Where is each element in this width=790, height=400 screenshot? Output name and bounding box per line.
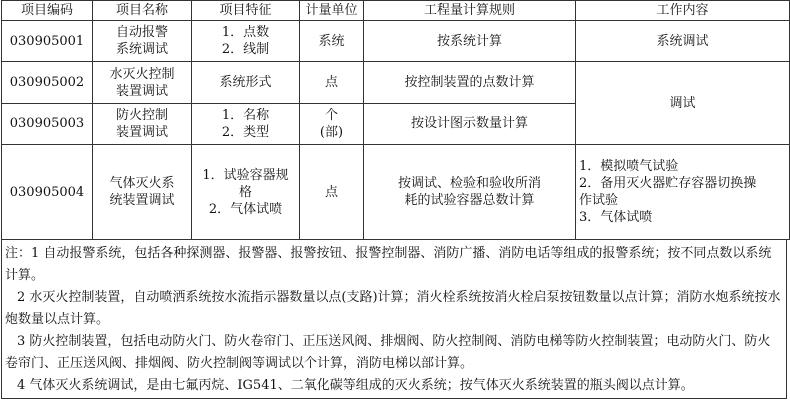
item-features <box>192 21 300 62</box>
cell-line: 格 <box>238 184 252 200</box>
cell-line: 个 <box>324 107 338 123</box>
item-unit <box>300 103 364 144</box>
item-name <box>93 62 192 103</box>
cell-line: 防火控制 <box>115 107 168 123</box>
cell-line: 系统形式 <box>219 75 272 91</box>
cell-line: 作试验 <box>579 193 619 209</box>
cell-line: 点 <box>324 184 338 200</box>
cell-line: 2．备用灭火器贮存容器切换操 <box>579 176 757 192</box>
cell-line: 装置调试 <box>115 124 168 140</box>
cell-line: 气体灭火系 <box>109 176 175 192</box>
item-code: 030905002 <box>2 62 93 103</box>
cell-line: 2．气体试喷 <box>208 201 283 217</box>
item-name <box>93 21 192 62</box>
item-unit <box>300 145 364 240</box>
item-unit <box>300 62 364 103</box>
item-name <box>93 145 192 240</box>
item-calc-rule <box>364 145 576 240</box>
notes-section <box>1 240 787 399</box>
cell-line: (部) <box>319 124 344 140</box>
item-work-content-merged: 调试 <box>576 62 790 145</box>
cell-line: 按调试、检验和验收所消 <box>397 176 541 192</box>
header-unit: 计量单位 <box>300 1 364 21</box>
cell-line: 2．类型 <box>221 124 270 140</box>
note-4: 4 气体灭火系统调试，是由七氟丙烷、IG541、二氧化碳等组成的灭火系统；按气体灭火系统装置的瓶头阀以点计算。 <box>17 378 694 393</box>
cell-line: 3．气体试喷 <box>579 210 653 226</box>
cell-line: 1．试验容器规 <box>202 167 289 183</box>
cell-line: 1．模拟喷气试验 <box>579 159 679 175</box>
cell-line: 系统 <box>318 33 345 49</box>
item-features <box>192 145 300 240</box>
cell-line: 系统调试 <box>115 42 168 58</box>
cell-line: 2．线制 <box>221 42 270 58</box>
table-row <box>2 21 790 62</box>
item-calc-rule <box>364 21 576 62</box>
cell-line: 按系统计算 <box>436 33 502 49</box>
table-row <box>2 145 790 240</box>
header-item-features: 项目特征 <box>192 1 300 21</box>
item-features <box>192 103 300 144</box>
cell-line: 按控制装置的点数计算 <box>404 75 535 91</box>
cell-line: 统装置调试 <box>109 193 175 209</box>
item-code: 030905001 <box>2 21 93 62</box>
header-item-name: 项目名称 <box>93 1 192 21</box>
header-calc-rule: 工程量计算规则 <box>364 1 576 21</box>
header-work-content: 工作内容 <box>576 1 790 21</box>
note-1: 注：1 自动报警系统，包括各种探测器、报警器、报警按钮、报警控制器、消防广播、消防电话等组成的报警系统；按不同点数以系统计算。 <box>5 246 772 283</box>
item-unit <box>300 21 364 62</box>
item-name <box>93 103 192 144</box>
cell-line: 水灭火控制 <box>109 66 175 82</box>
note-2: 2 水灭火控制装置，自动喷洒系统按水流指示器数量以点(支路)计算；消火栓系统按消火栓启泵按钮数量以点计算；消防水炮系统按水炮数量以点计算。 <box>5 290 781 327</box>
item-features <box>192 62 300 103</box>
cell-line: 耗的试验容器总数计算 <box>404 193 535 209</box>
header-item-code: 项目编码 <box>2 1 93 21</box>
table-header-row <box>2 1 790 21</box>
item-work-content <box>576 21 790 62</box>
item-calc-rule <box>364 62 576 103</box>
table-row <box>2 62 790 103</box>
cell-line: 1．点数 <box>221 25 270 41</box>
cell-line: 点 <box>324 75 338 91</box>
bill-of-quantities-table <box>1 0 790 240</box>
note-3: 3 防火控制装置，包括电动防火门、防火卷帘门、正压送风阀、排烟阀、防火控制阀、消防电梯等防火控制装置；电动防火门、防火卷帘门、正压送风阀、排烟阀、防火控制阀等调试以个计算，消防电梯以部计算。 <box>5 334 771 371</box>
item-calc-rule <box>364 103 576 144</box>
item-work-content <box>576 145 790 240</box>
cell-line: 装置调试 <box>115 83 168 99</box>
cell-line: 按设计图示数量计算 <box>410 116 528 132</box>
cell-line: 系统调试 <box>656 33 709 49</box>
item-code: 030905004 <box>2 145 93 240</box>
item-code: 030905003 <box>2 103 93 144</box>
cell-line: 自动报警 <box>115 25 168 41</box>
cell-line: 1．名称 <box>221 107 270 123</box>
